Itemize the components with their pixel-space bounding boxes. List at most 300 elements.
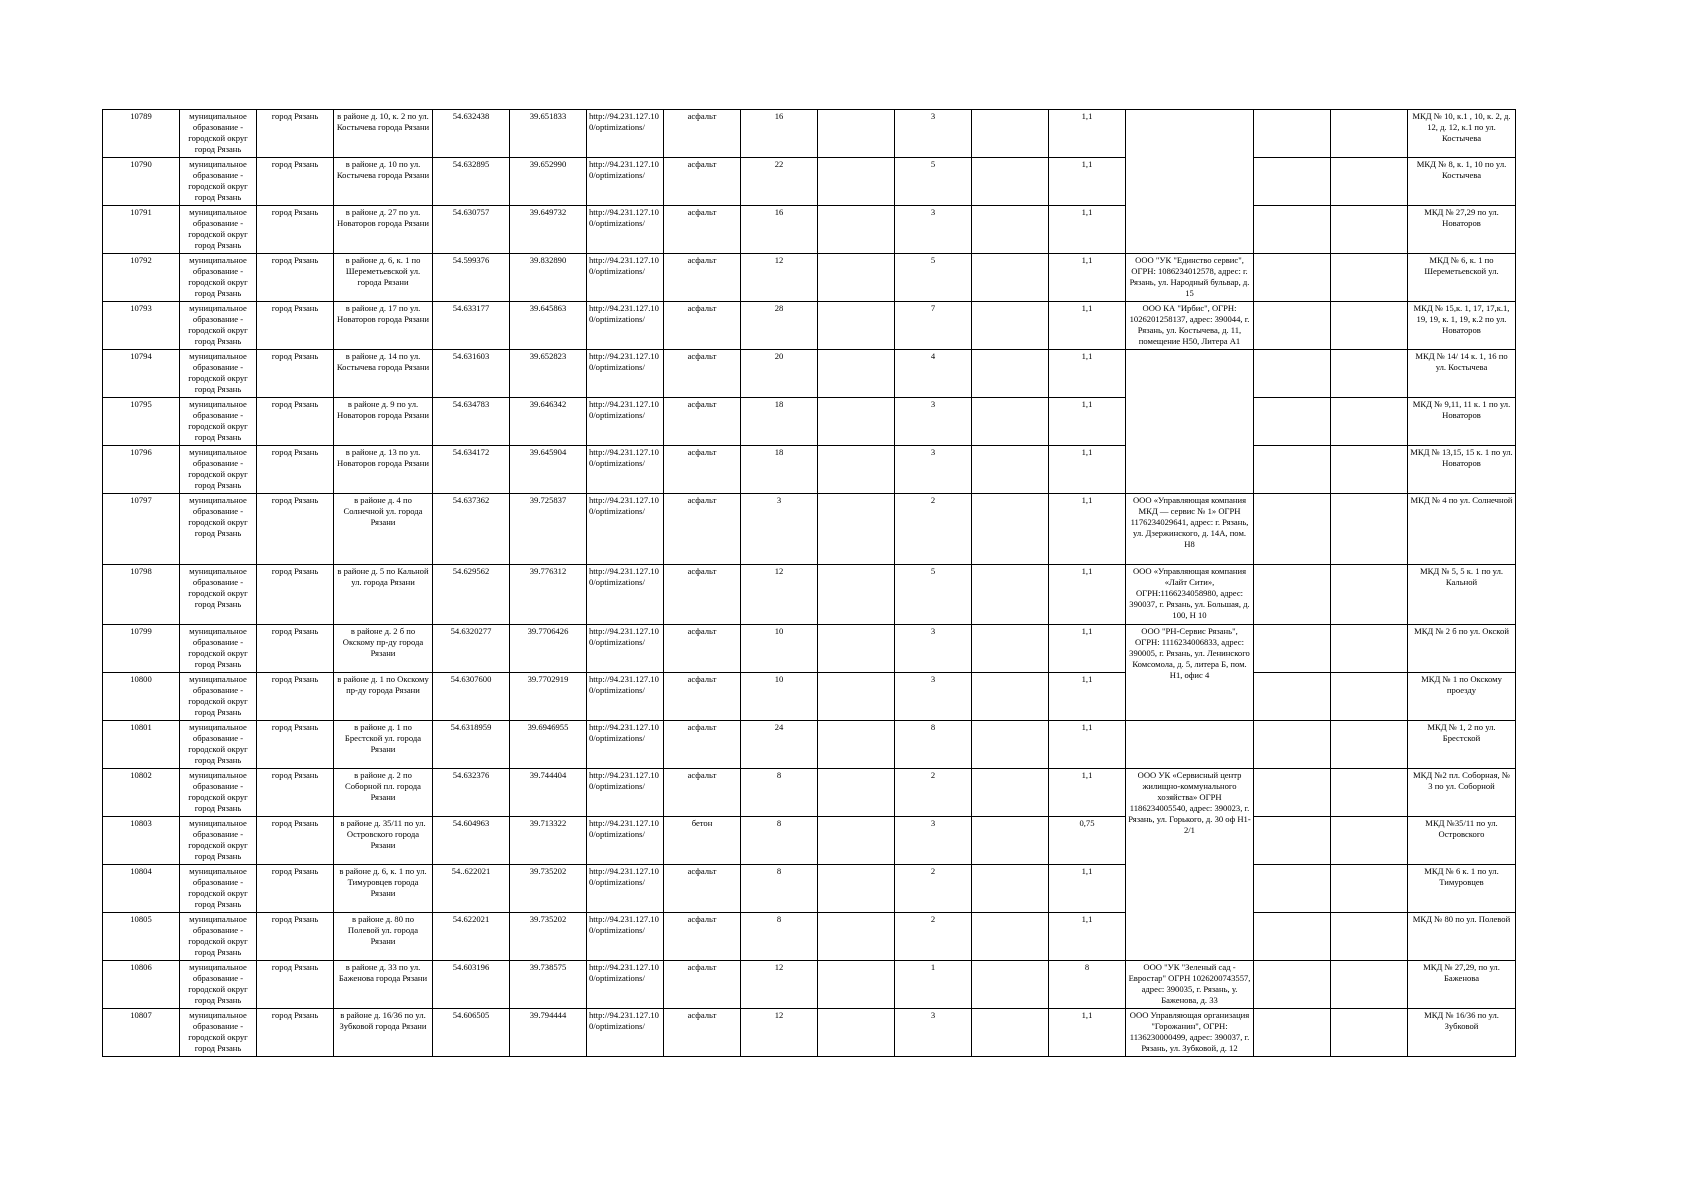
settlement-cell: город Рязань xyxy=(257,494,334,565)
table-row xyxy=(103,769,1516,817)
site-address-cell: в районе д. 35/11 по ул. Островского города Рязани xyxy=(334,817,433,865)
surface-type-cell: асфальт xyxy=(664,110,741,158)
container-volume-cell: 1,1 xyxy=(1049,350,1126,398)
municipality-cell: муниципальное образование - городской округ город Рязань xyxy=(180,446,257,494)
operator-cell: ООО "УК "Зеленый сад - Евростар" ОГРН 1026200743557, адрес: 390035, г. Рязань, у. Баженова, д. 33 xyxy=(1126,961,1254,1009)
record-id-cell: 10800 xyxy=(103,673,180,721)
latitude-cell: 54.629562 xyxy=(433,565,510,625)
table-row xyxy=(103,302,1516,350)
column-15-cell xyxy=(1254,254,1331,302)
served-buildings-cell: МКД № 9,11, 11 к. 1 по ул. Новаторов xyxy=(1408,398,1516,446)
site-address-cell: в районе д. 80 по Полевой ул. города Рязани xyxy=(334,913,433,961)
container-count-cell: 8 xyxy=(895,721,972,769)
site-address-cell: в районе д. 33 по ул. Баженова города Рязани xyxy=(334,961,433,1009)
longitude-cell: 39.6946955 xyxy=(510,721,587,769)
municipality-cell: муниципальное образование - городской округ город Рязань xyxy=(180,1009,257,1057)
latitude-cell: 54.599376 xyxy=(433,254,510,302)
container-volume-cell: 1,1 xyxy=(1049,625,1126,673)
site-area-cell: 16 xyxy=(741,110,818,158)
longitude-cell: 39.738575 xyxy=(510,961,587,1009)
table-row xyxy=(103,865,1516,913)
container-count-cell: 1 xyxy=(895,961,972,1009)
column-12-cell xyxy=(972,446,1049,494)
table-row xyxy=(103,158,1516,206)
surface-type-cell: асфальт xyxy=(664,350,741,398)
municipality-cell: муниципальное образование - городской округ город Рязань xyxy=(180,961,257,1009)
operator-cell: ООО «Управляющая компания МКД — сервис № 1» ОГРН 1176234029641, адрес: г. Рязань, ул. Дзержинского, д. 14А, пом. Н8 xyxy=(1126,494,1254,565)
latitude-cell: 54.634783 xyxy=(433,398,510,446)
column-15-cell xyxy=(1254,673,1331,721)
record-id-cell: 10794 xyxy=(103,350,180,398)
container-count-cell: 7 xyxy=(895,302,972,350)
table-row xyxy=(103,446,1516,494)
latitude-cell: 54.6320277 xyxy=(433,625,510,673)
site-address-cell: в районе д. 17 по ул. Новаторов города Рязани xyxy=(334,302,433,350)
column-12-cell xyxy=(972,817,1049,865)
site-area-cell: 10 xyxy=(741,673,818,721)
container-volume-cell: 1,1 xyxy=(1049,673,1126,721)
container-count-cell: 2 xyxy=(895,769,972,817)
record-id-cell: 10805 xyxy=(103,913,180,961)
surface-type-cell: асфальт xyxy=(664,721,741,769)
table-row xyxy=(103,817,1516,865)
served-buildings-cell: МКД № 14/ 14 к. 1, 16 по ул. Костычева xyxy=(1408,350,1516,398)
scheme-link-cell[interactable]: http://94.231.127.100/optimizations/ xyxy=(587,673,664,721)
settlement-cell: город Рязань xyxy=(257,350,334,398)
scheme-link-cell[interactable]: http://94.231.127.100/optimizations/ xyxy=(587,398,664,446)
scheme-link-cell[interactable]: http://94.231.127.100/optimizations/ xyxy=(587,625,664,673)
column-10-cell xyxy=(818,206,895,254)
column-16-cell xyxy=(1331,673,1408,721)
municipality-cell: муниципальное образование - городской округ город Рязань xyxy=(180,398,257,446)
scheme-link-cell[interactable]: http://94.231.127.100/optimizations/ xyxy=(587,206,664,254)
latitude-cell: 54.634172 xyxy=(433,446,510,494)
container-volume-cell: 1,1 xyxy=(1049,206,1126,254)
served-buildings-cell: МКД № 1, 2 по ул. Брестской xyxy=(1408,721,1516,769)
record-id-cell: 10790 xyxy=(103,158,180,206)
scheme-link-cell[interactable]: http://94.231.127.100/optimizations/ xyxy=(587,158,664,206)
municipality-cell: муниципальное образование - городской округ город Рязань xyxy=(180,110,257,158)
latitude-cell: 54.606505 xyxy=(433,1009,510,1057)
column-12-cell xyxy=(972,110,1049,158)
site-address-cell: в районе д. 4 по Солнечной ул. города Рязани xyxy=(334,494,433,565)
column-16-cell xyxy=(1331,350,1408,398)
served-buildings-cell: МКД № 10, к.1 , 10, к. 2, д. 12, д. 12, к.1 по ул. Костычева xyxy=(1408,110,1516,158)
longitude-cell: 39.652990 xyxy=(510,158,587,206)
longitude-cell: 39.832890 xyxy=(510,254,587,302)
longitude-cell: 39.646342 xyxy=(510,398,587,446)
column-10-cell xyxy=(818,565,895,625)
served-buildings-cell: МКД № 27,29 по ул. Новаторов xyxy=(1408,206,1516,254)
municipality-cell: муниципальное образование - городской округ город Рязань xyxy=(180,206,257,254)
settlement-cell: город Рязань xyxy=(257,673,334,721)
column-10-cell xyxy=(818,625,895,673)
container-count-cell: 2 xyxy=(895,913,972,961)
container-count-cell: 3 xyxy=(895,206,972,254)
settlement-cell: город Рязань xyxy=(257,913,334,961)
latitude-cell: 54..622021 xyxy=(433,865,510,913)
column-15-cell xyxy=(1254,206,1331,254)
record-id-cell: 10798 xyxy=(103,565,180,625)
column-16-cell xyxy=(1331,110,1408,158)
scheme-link-cell[interactable]: http://94.231.127.100/optimizations/ xyxy=(587,110,664,158)
served-buildings-cell: МКД № 2 б по ул. Окской xyxy=(1408,625,1516,673)
municipality-cell: муниципальное образование - городской округ город Рязань xyxy=(180,494,257,565)
column-12-cell xyxy=(972,961,1049,1009)
scheme-link-cell[interactable]: http://94.231.127.100/optimizations/ xyxy=(587,494,664,565)
served-buildings-cell: МКД № 15,к. 1, 17, 17,к.1, 19, 19, к. 1, 19, к.2 по ул. Новаторов xyxy=(1408,302,1516,350)
column-15-cell xyxy=(1254,769,1331,817)
municipality-cell: муниципальное образование - городской округ город Рязань xyxy=(180,565,257,625)
container-count-cell: 3 xyxy=(895,398,972,446)
column-10-cell xyxy=(818,721,895,769)
container-count-cell: 5 xyxy=(895,254,972,302)
column-16-cell xyxy=(1331,446,1408,494)
table-row xyxy=(103,721,1516,769)
latitude-cell: 54.637362 xyxy=(433,494,510,565)
column-10-cell xyxy=(818,817,895,865)
column-10-cell xyxy=(818,913,895,961)
container-volume-cell: 1,1 xyxy=(1049,565,1126,625)
site-area-cell: 8 xyxy=(741,913,818,961)
column-10-cell xyxy=(818,350,895,398)
operator-cell: ООО «Управляющая компания «Лайт Сити», ОГРН:1166234058980, адрес: 390037, г. Рязань, ул. Большая, д. 100, Н 10 xyxy=(1126,565,1254,625)
column-12-cell xyxy=(972,398,1049,446)
operator-cell: ООО "УК "Единство сервис", ОГРН: 1086234012578, адрес: г. Рязань, ул. Народный бульвар, д. 15 xyxy=(1126,254,1254,302)
container-count-cell: 4 xyxy=(895,350,972,398)
latitude-cell: 54.633177 xyxy=(433,302,510,350)
container-volume-cell: 1,1 xyxy=(1049,302,1126,350)
column-15-cell xyxy=(1254,398,1331,446)
column-12-cell xyxy=(972,302,1049,350)
longitude-cell: 39.645904 xyxy=(510,446,587,494)
container-volume-cell: 1,1 xyxy=(1049,110,1126,158)
scheme-link-cell[interactable]: http://94.231.127.100/optimizations/ xyxy=(587,254,664,302)
scheme-link-cell[interactable]: http://94.231.127.100/optimizations/ xyxy=(587,865,664,913)
site-area-cell: 3 xyxy=(741,494,818,565)
surface-type-cell: асфальт xyxy=(664,254,741,302)
longitude-cell: 39.735202 xyxy=(510,865,587,913)
surface-type-cell: асфальт xyxy=(664,398,741,446)
scheme-link-cell[interactable]: http://94.231.127.100/optimizations/ xyxy=(587,817,664,865)
container-volume-cell: 8 xyxy=(1049,961,1126,1009)
column-16-cell xyxy=(1331,158,1408,206)
column-12-cell xyxy=(972,769,1049,817)
surface-type-cell: асфальт xyxy=(664,769,741,817)
container-count-cell: 2 xyxy=(895,865,972,913)
column-16-cell xyxy=(1331,254,1408,302)
longitude-cell: 39.794444 xyxy=(510,1009,587,1057)
scheme-link-cell[interactable]: http://94.231.127.100/optimizations/ xyxy=(587,913,664,961)
container-volume-cell: 1,1 xyxy=(1049,158,1126,206)
column-12-cell xyxy=(972,158,1049,206)
operator-cell: ООО "РН-Сервис Рязань", ОГРН: 1116234006833, адрес: 390005, г. Рязань, ул. Ленинского Комсомола, д. 5, литера Б, пом. Н1, офис 4 xyxy=(1126,625,1254,721)
column-15-cell xyxy=(1254,1009,1331,1057)
container-count-cell: 5 xyxy=(895,158,972,206)
column-10-cell xyxy=(818,494,895,565)
container-volume-cell: 0,75 xyxy=(1049,817,1126,865)
served-buildings-cell: МКД № 6, к. 1 по Шереметьевской ул. xyxy=(1408,254,1516,302)
scheme-link-cell[interactable]: http://94.231.127.100/optimizations/ xyxy=(587,721,664,769)
container-count-cell: 2 xyxy=(895,494,972,565)
site-area-cell: 8 xyxy=(741,769,818,817)
site-area-cell: 20 xyxy=(741,350,818,398)
container-count-cell: 3 xyxy=(895,817,972,865)
column-15-cell xyxy=(1254,446,1331,494)
container-volume-cell: 1,1 xyxy=(1049,494,1126,565)
settlement-cell: город Рязань xyxy=(257,302,334,350)
surface-type-cell: асфальт xyxy=(664,565,741,625)
scheme-link-cell[interactable]: http://94.231.127.100/optimizations/ xyxy=(587,565,664,625)
column-16-cell xyxy=(1331,206,1408,254)
scheme-link-cell[interactable]: http://94.231.127.100/optimizations/ xyxy=(587,302,664,350)
record-id-cell: 10797 xyxy=(103,494,180,565)
record-id-cell: 10803 xyxy=(103,817,180,865)
column-12-cell xyxy=(972,625,1049,673)
container-volume-cell: 1,1 xyxy=(1049,446,1126,494)
surface-type-cell: асфальт xyxy=(664,302,741,350)
record-id-cell: 10806 xyxy=(103,961,180,1009)
column-12-cell xyxy=(972,565,1049,625)
site-area-cell: 8 xyxy=(741,817,818,865)
container-count-cell: 3 xyxy=(895,673,972,721)
municipality-cell: муниципальное образование - городской округ город Рязань xyxy=(180,158,257,206)
column-15-cell xyxy=(1254,721,1331,769)
longitude-cell: 39.744404 xyxy=(510,769,587,817)
municipality-cell: муниципальное образование - городской округ город Рязань xyxy=(180,673,257,721)
surface-type-cell: асфальт xyxy=(664,673,741,721)
column-16-cell xyxy=(1331,1009,1408,1057)
table-row xyxy=(103,398,1516,446)
table-row xyxy=(103,254,1516,302)
longitude-cell: 39.7706426 xyxy=(510,625,587,673)
column-10-cell xyxy=(818,446,895,494)
site-address-cell: в районе д. 16/36 по ул. Зубковой города Рязани xyxy=(334,1009,433,1057)
surface-type-cell: асфальт xyxy=(664,865,741,913)
settlement-cell: город Рязань xyxy=(257,398,334,446)
record-id-cell: 10793 xyxy=(103,302,180,350)
site-address-cell: в районе д. 6, к. 1 по ул. Тимуровцев города Рязани xyxy=(334,865,433,913)
served-buildings-cell: МКД №2 пл. Соборная, № 3 по ул. Соборной xyxy=(1408,769,1516,817)
surface-type-cell: асфальт xyxy=(664,206,741,254)
record-id-cell: 10789 xyxy=(103,110,180,158)
surface-type-cell: асфальт xyxy=(664,446,741,494)
registry-body xyxy=(103,110,1516,1057)
municipality-cell: муниципальное образование - городской округ город Рязань xyxy=(180,350,257,398)
site-area-cell: 28 xyxy=(741,302,818,350)
column-12-cell xyxy=(972,721,1049,769)
column-12-cell xyxy=(972,254,1049,302)
settlement-cell: город Рязань xyxy=(257,158,334,206)
served-buildings-cell: МКД № 13,15, 15 к. 1 по ул. Новаторов xyxy=(1408,446,1516,494)
served-buildings-cell: МКД № 5, 5 к. 1 по ул. Кальной xyxy=(1408,565,1516,625)
site-area-cell: 24 xyxy=(741,721,818,769)
table-row xyxy=(103,350,1516,398)
column-16-cell xyxy=(1331,865,1408,913)
settlement-cell: город Рязань xyxy=(257,1009,334,1057)
column-16-cell xyxy=(1331,913,1408,961)
settlement-cell: город Рязань xyxy=(257,446,334,494)
site-address-cell: в районе д. 5 по Кальной ул. города Рязани xyxy=(334,565,433,625)
site-address-cell: в районе д. 13 по ул. Новаторов города Рязани xyxy=(334,446,433,494)
scheme-link-cell[interactable]: http://94.231.127.100/optimizations/ xyxy=(587,769,664,817)
site-address-cell: в районе д. 2 б по Окскому пр-ду города Рязани xyxy=(334,625,433,673)
table-row xyxy=(103,110,1516,158)
column-16-cell xyxy=(1331,721,1408,769)
table-row xyxy=(103,1009,1516,1057)
served-buildings-cell: МКД № 4 по ул. Солнечной xyxy=(1408,494,1516,565)
site-area-cell: 12 xyxy=(741,1009,818,1057)
site-area-cell: 10 xyxy=(741,625,818,673)
column-12-cell xyxy=(972,913,1049,961)
column-10-cell xyxy=(818,961,895,1009)
record-id-cell: 10807 xyxy=(103,1009,180,1057)
surface-type-cell: асфальт xyxy=(664,1009,741,1057)
settlement-cell: город Рязань xyxy=(257,625,334,673)
column-16-cell xyxy=(1331,494,1408,565)
table-row xyxy=(103,961,1516,1009)
surface-type-cell: асфальт xyxy=(664,961,741,1009)
column-12-cell xyxy=(972,350,1049,398)
column-10-cell xyxy=(818,254,895,302)
container-count-cell: 3 xyxy=(895,625,972,673)
site-address-cell: в районе д. 2 по Соборной пл. города Рязани xyxy=(334,769,433,817)
column-15-cell xyxy=(1254,494,1331,565)
table-row xyxy=(103,565,1516,625)
municipality-cell: муниципальное образование - городской округ город Рязань xyxy=(180,865,257,913)
column-15-cell xyxy=(1254,565,1331,625)
column-10-cell xyxy=(818,398,895,446)
settlement-cell: город Рязань xyxy=(257,865,334,913)
served-buildings-cell: МКД № 1 по Окскому проезду xyxy=(1408,673,1516,721)
column-16-cell xyxy=(1331,961,1408,1009)
site-address-cell: в районе д. 10, к. 2 по ул. Костычева города Рязани xyxy=(334,110,433,158)
site-area-cell: 18 xyxy=(741,446,818,494)
column-16-cell xyxy=(1331,302,1408,350)
municipality-cell: муниципальное образование - городской округ город Рязань xyxy=(180,913,257,961)
column-12-cell xyxy=(972,206,1049,254)
latitude-cell: 54.604963 xyxy=(433,817,510,865)
container-count-cell: 3 xyxy=(895,1009,972,1057)
table-row xyxy=(103,206,1516,254)
column-15-cell xyxy=(1254,158,1331,206)
site-area-cell: 22 xyxy=(741,158,818,206)
column-12-cell xyxy=(972,1009,1049,1057)
municipality-cell: муниципальное образование - городской округ город Рязань xyxy=(180,302,257,350)
latitude-cell: 54.6318959 xyxy=(433,721,510,769)
latitude-cell: 54.632895 xyxy=(433,158,510,206)
served-buildings-cell: МКД № 80 по ул. Полевой xyxy=(1408,913,1516,961)
site-area-cell: 18 xyxy=(741,398,818,446)
column-15-cell xyxy=(1254,350,1331,398)
container-volume-cell: 1,1 xyxy=(1049,254,1126,302)
column-10-cell xyxy=(818,110,895,158)
site-area-cell: 12 xyxy=(741,961,818,1009)
container-volume-cell: 1,1 xyxy=(1049,1009,1126,1057)
container-count-cell: 3 xyxy=(895,110,972,158)
record-id-cell: 10804 xyxy=(103,865,180,913)
record-id-cell: 10799 xyxy=(103,625,180,673)
column-10-cell xyxy=(818,302,895,350)
served-buildings-cell: МКД № 8, к. 1, 10 по ул. Костычева xyxy=(1408,158,1516,206)
site-address-cell: в районе д. 27 по ул. Новаторов города Рязани xyxy=(334,206,433,254)
latitude-cell: 54.603196 xyxy=(433,961,510,1009)
latitude-cell: 54.630757 xyxy=(433,206,510,254)
settlement-cell: город Рязань xyxy=(257,961,334,1009)
settlement-cell: город Рязань xyxy=(257,817,334,865)
column-10-cell xyxy=(818,673,895,721)
column-12-cell xyxy=(972,673,1049,721)
record-id-cell: 10796 xyxy=(103,446,180,494)
longitude-cell: 39.651833 xyxy=(510,110,587,158)
scheme-link-cell[interactable]: http://94.231.127.100/optimizations/ xyxy=(587,961,664,1009)
latitude-cell: 54.631603 xyxy=(433,350,510,398)
record-id-cell: 10795 xyxy=(103,398,180,446)
latitude-cell: 54.622021 xyxy=(433,913,510,961)
surface-type-cell: асфальт xyxy=(664,494,741,565)
column-15-cell xyxy=(1254,817,1331,865)
container-count-cell: 3 xyxy=(895,446,972,494)
container-volume-cell: 1,1 xyxy=(1049,913,1126,961)
record-id-cell: 10802 xyxy=(103,769,180,817)
scheme-link-cell[interactable]: http://94.231.127.100/optimizations/ xyxy=(587,1009,664,1057)
site-address-cell: в районе д. 10 по ул. Костычева города Рязани xyxy=(334,158,433,206)
settlement-cell: город Рязань xyxy=(257,254,334,302)
container-volume-cell: 1,1 xyxy=(1049,721,1126,769)
column-12-cell xyxy=(972,494,1049,565)
latitude-cell: 54.6307600 xyxy=(433,673,510,721)
longitude-cell: 39.7702919 xyxy=(510,673,587,721)
operator-cell xyxy=(1126,350,1254,494)
surface-type-cell: асфальт xyxy=(664,625,741,673)
table-row xyxy=(103,673,1516,721)
surface-type-cell: асфальт xyxy=(664,913,741,961)
operator-cell xyxy=(1126,110,1254,254)
scheme-link-cell[interactable]: http://94.231.127.100/optimizations/ xyxy=(587,446,664,494)
column-16-cell xyxy=(1331,817,1408,865)
site-address-cell: в районе д. 9 по ул. Новаторов города Рязани xyxy=(334,398,433,446)
longitude-cell: 39.713322 xyxy=(510,817,587,865)
longitude-cell: 39.645863 xyxy=(510,302,587,350)
operator-cell: ООО КА "Ирбис", ОГРН: 1026201258137, адрес: 390044, г. Рязань, ул. Костычева, д. 11, помещение Н50, Литера А1 xyxy=(1126,302,1254,350)
site-address-cell: в районе д. 1 по Брестской ул. города Рязани xyxy=(334,721,433,769)
table-row xyxy=(103,625,1516,673)
site-area-cell: 12 xyxy=(741,254,818,302)
municipality-cell: муниципальное образование - городской округ город Рязань xyxy=(180,625,257,673)
column-15-cell xyxy=(1254,625,1331,673)
container-count-cell: 5 xyxy=(895,565,972,625)
column-16-cell xyxy=(1331,769,1408,817)
settlement-cell: город Рязань xyxy=(257,206,334,254)
operator-cell: ООО Управляющая организация "Горожанин", ОГРН: 1136230000499, адрес: 390037, г. Рязань, ул. Зубковой, д. 12 xyxy=(1126,1009,1254,1057)
served-buildings-cell: МКД № 6 к. 1 по ул. Тимуровцев xyxy=(1408,865,1516,913)
site-area-cell: 8 xyxy=(741,865,818,913)
served-buildings-cell: МКД № 16/36 по ул. Зубковой xyxy=(1408,1009,1516,1057)
site-address-cell: в районе д. 1 по Окскому пр-ду города Рязани xyxy=(334,673,433,721)
municipality-cell: муниципальное образование - городской округ город Рязань xyxy=(180,721,257,769)
record-id-cell: 10801 xyxy=(103,721,180,769)
scheme-link-cell[interactable]: http://94.231.127.100/optimizations/ xyxy=(587,350,664,398)
record-id-cell: 10792 xyxy=(103,254,180,302)
column-16-cell xyxy=(1331,565,1408,625)
settlement-cell: город Рязань xyxy=(257,565,334,625)
operator-cell: ООО УК «Сервисный центр жилищно-коммунального хозяйства» ОГРН 1186234005540, адрес: 390023, г. Рязань, ул. Горького, д. 30 оф Н1-2/1 xyxy=(1126,769,1254,961)
site-area-cell: 12 xyxy=(741,565,818,625)
longitude-cell: 39.649732 xyxy=(510,206,587,254)
column-10-cell xyxy=(818,865,895,913)
column-16-cell xyxy=(1331,625,1408,673)
record-id-cell: 10791 xyxy=(103,206,180,254)
